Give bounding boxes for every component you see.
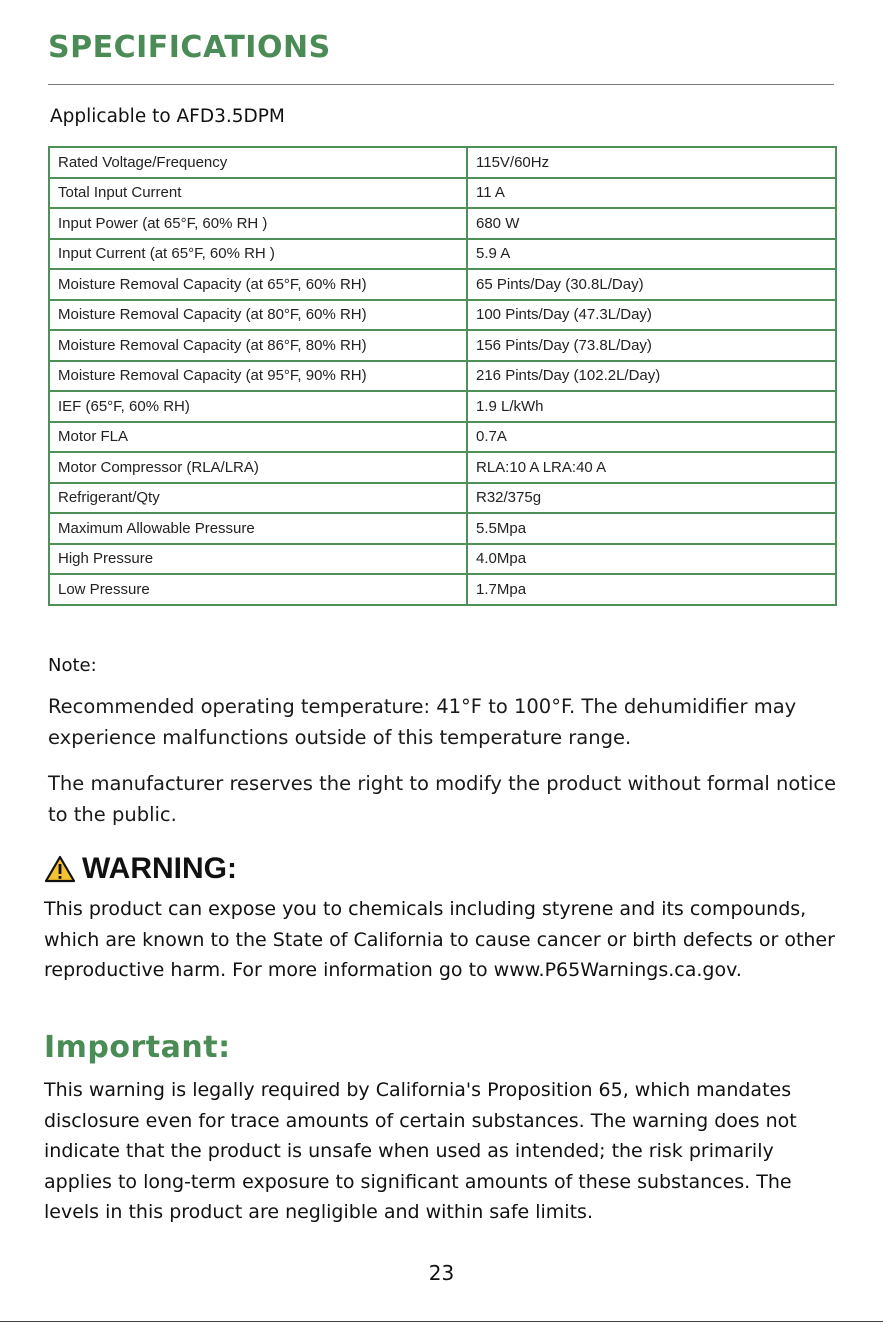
table-row [49,391,836,422]
spec-name-cell: Moisture Removal Capacity (at 80°F, 60% RH) [49,300,467,331]
table-row [49,361,836,392]
table-row [49,269,836,300]
spec-name-cell: Maximum Allowable Pressure [49,513,467,544]
spec-value-cell: 4.0Mpa [467,544,836,575]
spec-value-cell: 5.5Mpa [467,513,836,544]
table-row [49,452,836,483]
warning-text: This product can expose you to chemicals including styrene and its compounds, which are known to the State of California to cause cancer or birth defects or other reproductive harm. For more information go to www.P65Warnings.ca.gov. [44,898,835,981]
page-title: SPECIFICATIONS [48,30,331,65]
table-row [49,208,836,239]
spec-name-cell: Moisture Removal Capacity (at 86°F, 80% RH) [49,330,467,361]
note-label: Note: [48,655,97,676]
warning-heading [44,852,237,886]
specifications-table-body [49,147,836,605]
spec-name-cell: Total Input Current [49,178,467,209]
table-row [49,178,836,209]
spec-name-cell: Low Pressure [49,574,467,605]
spec-name-cell: Moisture Removal Capacity (at 65°F, 60% RH) [49,269,467,300]
table-row [49,513,836,544]
spec-value-cell: R32/375g [467,483,836,514]
table-row [49,239,836,270]
spec-value-cell: 216 Pints/Day (102.2L/Day) [467,361,836,392]
table-row [49,330,836,361]
warning-triangle-icon [44,855,76,883]
bottom-divider [0,1321,883,1322]
note-paragraph-operating-temperature: Recommended operating temperature: 41°F to 100°F. The dehumidifier may experience malfunctions outside of this temperature range. [48,695,797,749]
spec-value-cell: 156 Pints/Day (73.8L/Day) [467,330,836,361]
spec-value-cell: 115V/60Hz [467,147,836,178]
spec-name-cell: High Pressure [49,544,467,575]
table-row [49,483,836,514]
spec-value-cell: 65 Pints/Day (30.8L/Day) [467,269,836,300]
page-number: 23 [428,1261,455,1285]
spec-name-cell: Motor Compressor (RLA/LRA) [49,452,467,483]
spec-value-cell: 1.7Mpa [467,574,836,605]
spec-value-cell: 680 W [467,208,836,239]
table-row [49,300,836,331]
spec-name-cell: Input Current (at 65°F, 60% RH ) [49,239,467,270]
important-text: This warning is legally required by California's Proposition 65, which mandates disclosure even for trace amounts of certain substances. The warning does not indicate that the product is unsafe when used as intended; the risk primarily applies to long-term exposure to significant amounts of these substances. The levels in this product are negligible and within safe limits. [44,1079,797,1223]
spec-name-cell: Refrigerant/Qty [49,483,467,514]
important-title: Important: [44,1030,231,1065]
spec-value-cell: 1.9 L/kWh [467,391,836,422]
warning-title: WARNING: [82,852,237,885]
spec-name-cell: IEF (65°F, 60% RH) [49,391,467,422]
spec-name-cell: Input Power (at 65°F, 60% RH ) [49,208,467,239]
spec-value-cell: 11 A [467,178,836,209]
model-subtitle: Applicable to AFD3.5DPM [50,106,285,127]
specifications-table [48,146,837,606]
table-row [49,544,836,575]
spec-name-cell: Rated Voltage/Frequency [49,147,467,178]
spec-value-cell: RLA:10 A LRA:40 A [467,452,836,483]
spec-value-cell: 5.9 A [467,239,836,270]
table-row [49,147,836,178]
spec-name-cell: Motor FLA [49,422,467,453]
spec-value-cell: 0.7A [467,422,836,453]
spec-value-cell: 100 Pints/Day (47.3L/Day) [467,300,836,331]
note-paragraph-modification: The manufacturer reserves the right to modify the product without formal notice to the public. [48,772,837,826]
spec-name-cell: Moisture Removal Capacity (at 95°F, 90% RH) [49,361,467,392]
table-row [49,574,836,605]
table-row [49,422,836,453]
title-divider [48,84,834,85]
